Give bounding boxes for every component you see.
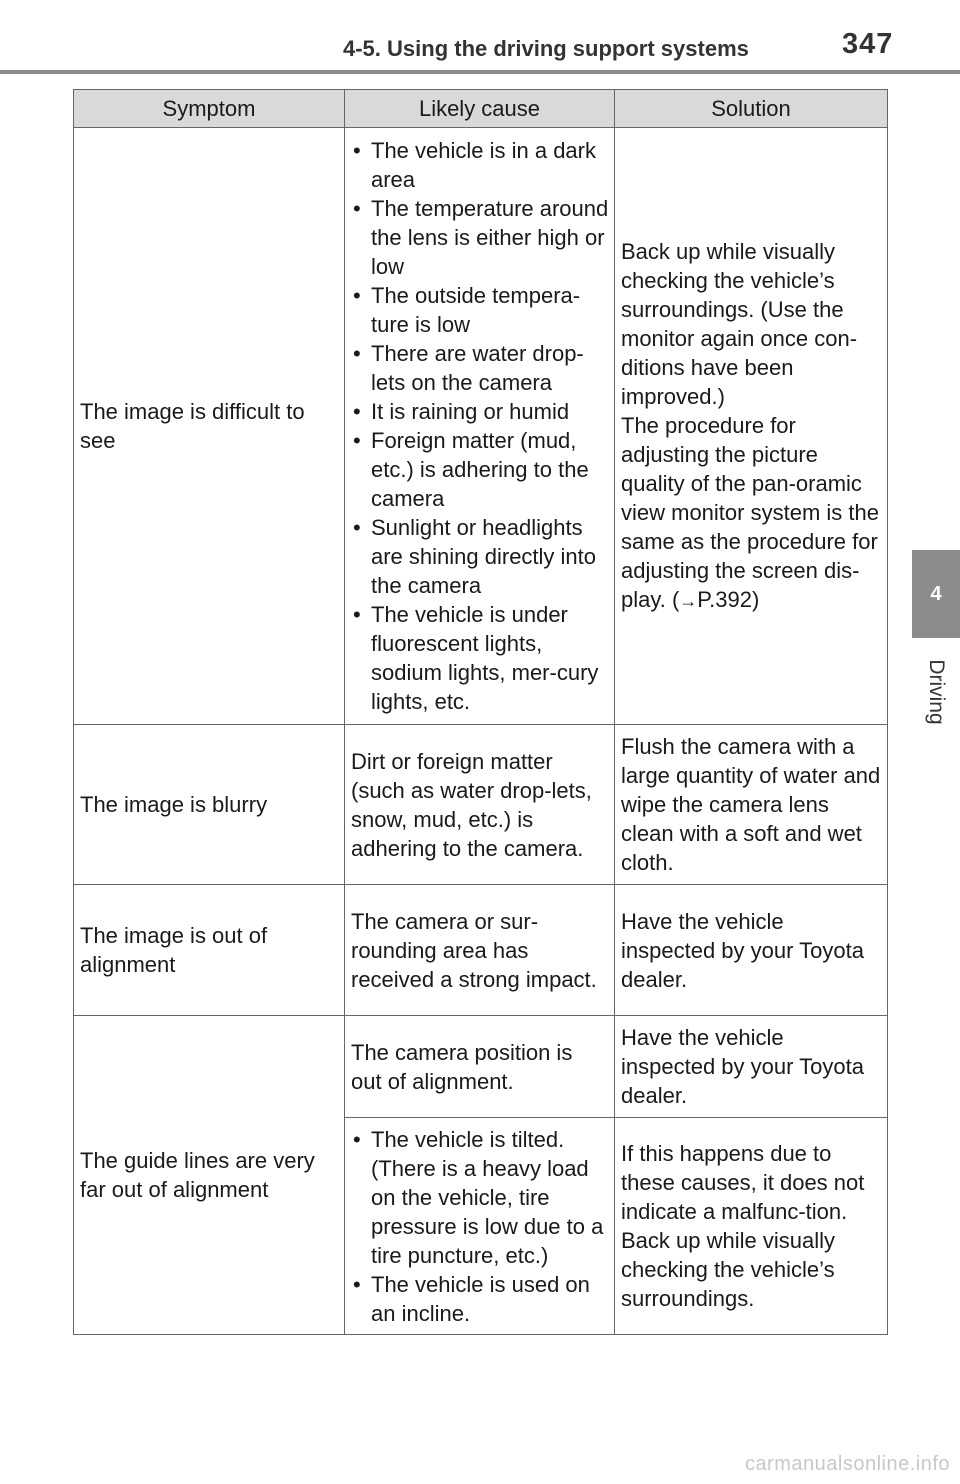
solution-cell — [615, 1118, 888, 1335]
watermark-text: carmanualsonline.info — [744, 1453, 950, 1475]
list-item: • The vehicle is in a dark area — [351, 136, 609, 194]
troubleshooting-table — [73, 89, 888, 1335]
page-reference-link[interactable]: P.392) — [697, 586, 760, 612]
cause-list — [351, 136, 609, 716]
list-item: • Sunlight or headlights are shining directly into the camera — [351, 513, 609, 600]
page-reference-arrow-icon: → — [679, 590, 698, 611]
solution-text: If this happens due to these causes, it does not indicate a malfunc-tion. Back up while visually checking the vehicle’s surroundings. — [621, 1141, 865, 1311]
chapter-tab — [912, 550, 960, 638]
symptom-cell: The image is out of alignment — [74, 885, 345, 1016]
chapter-label: Driving — [925, 659, 948, 725]
table-row — [74, 1016, 888, 1118]
list-item: • Foreign matter (mud, etc.) is adhering to the camera — [351, 426, 609, 513]
table-row — [74, 885, 888, 1016]
table-header-row — [74, 90, 888, 128]
list-item: • The outside tempera-ture is low — [351, 281, 609, 339]
page-number: 347 — [842, 28, 894, 60]
list-item: • The temperature around the lens is either high or low — [351, 194, 609, 281]
symptom-cell: The image is difficult to see — [74, 128, 345, 725]
solution-cell: Have the vehicle inspected by your Toyota dealer. — [615, 1016, 888, 1118]
list-item: • The vehicle is used on an incline. — [351, 1270, 609, 1328]
cause-cell — [345, 1118, 615, 1335]
symptom-cell: The guide lines are very far out of alignment — [74, 1016, 345, 1335]
cause-cell — [345, 128, 615, 725]
header-divider — [0, 70, 960, 74]
column-header-symptom: Symptom — [74, 90, 345, 128]
list-item: • There are water drop-lets on the camera — [351, 339, 609, 397]
table-row — [74, 725, 888, 885]
solution-text: Back up while visually checking the vehicle’s surroundings. (Use the monitor again once con-ditions have been improved.) The procedure for adjusting the picture quality of the pan-oramic view monitor system is the same as the procedure for adjusting the screen dis-play. ( — [621, 238, 879, 612]
cause-cell: The camera position is out of alignment. — [345, 1016, 615, 1118]
solution-cell: Have the vehicle inspected by your Toyota dealer. — [615, 885, 888, 1016]
chapter-number: 4 — [930, 582, 942, 605]
section-title: 4-5. Using the driving support systems — [343, 36, 749, 61]
list-item: • The vehicle is tilted. (There is a heavy load on the vehicle, tire pressure is low due to a tire puncture, etc.) — [351, 1125, 609, 1270]
cause-cell: Dirt or foreign matter (such as water drop-lets, snow, mud, etc.) is adhering to the camera. — [345, 725, 615, 885]
column-header-likely-cause: Likely cause — [345, 90, 615, 128]
cause-cell: The camera or sur-rounding area has received a strong impact. — [345, 885, 615, 1016]
solution-cell: Flush the camera with a large quantity of water and wipe the camera lens clean with a soft and wet cloth. — [615, 725, 888, 885]
table-row — [74, 128, 888, 725]
column-header-solution: Solution — [615, 90, 888, 128]
list-item: • The vehicle is under fluorescent lights, sodium lights, mer-cury lights, etc. — [351, 600, 609, 716]
list-item: • It is raining or humid — [351, 397, 609, 426]
solution-cell — [615, 128, 888, 725]
cause-list — [351, 1125, 609, 1328]
symptom-cell: The image is blurry — [74, 725, 345, 885]
